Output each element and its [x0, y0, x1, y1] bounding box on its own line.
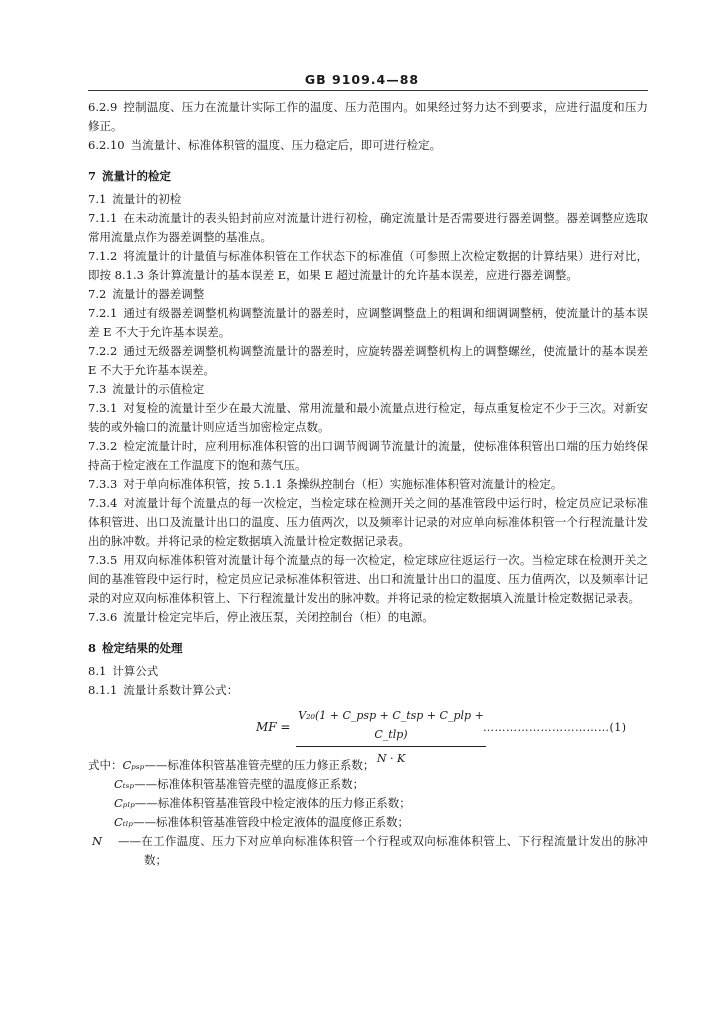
symbol-definitions	[88, 756, 648, 870]
clause-text: 用双向标准体积管对流量计每个流量点的每一次检定，检定球应往返运行一次。当检定球在检测开关之间的基准管段中运行时，检定员应记录标准体积管进、出口和流量计出口的温度、压力值两次，以及频率计记录的对应双向标准体积管上、下行程流量计发出的脉冲数。并将记录的检定数据填入流量计检定数据记录表。	[88, 553, 648, 605]
clause-7-1-1	[88, 209, 648, 247]
clause-text: 对于单向标准体积管，按 5.1.1 条操纵控制台（柜）实施标准体积管对流量计的检定。	[123, 477, 563, 491]
subsection-number: 7.2	[88, 287, 107, 301]
definition-row	[88, 794, 648, 813]
subsection-8-1	[88, 662, 648, 681]
definition-text: ——标准体积管基准管段中检定液体的压力修正系数；	[134, 796, 411, 810]
clause-text: 在未动流量计的表头铅封前应对流量计进行初检，确定流量计是否需要进行器差调整。器差调整应选取常用流量点作为器差调整的基准点。	[88, 211, 648, 244]
symbol: Cₚₗₚ	[114, 796, 135, 810]
definition-row	[88, 813, 648, 832]
section-title: 检定结果的处理	[102, 641, 183, 655]
section-number: 7	[88, 169, 97, 183]
formula-number: ……………………………(1)	[483, 721, 627, 734]
clause-text: 对复检的流量计至少在最大流量、常用流量和最小流量点进行检定，每点重复检定不少于三次。对新安装的或外输口的流量计则应适当加密检定点数。	[88, 401, 648, 434]
definition-text: ——在工作温度、压力下对应单向标准体积管一个行程或双向标准体积管上、下行程流量计发出的脉冲数；	[118, 834, 648, 867]
clause-7-3-5	[88, 551, 648, 608]
clause-number: 7.1.2	[88, 249, 118, 263]
clause-7-2-2	[88, 342, 648, 380]
formula-numerator: V₂₀(1 + C_psp + C_tsp + C_plp + C_tlp)	[298, 709, 484, 741]
clause-number: 8.1.1	[88, 683, 118, 697]
clause-number: 6.2.9	[88, 100, 118, 114]
definition-text: ——标准体积管基准管壳壁的温度修正系数；	[134, 777, 365, 791]
clause-7-3-4	[88, 494, 648, 551]
clause-7-3-3	[88, 475, 648, 494]
clause-text: 流量计系数计算公式：	[123, 683, 239, 697]
subsection-number: 8.1	[88, 664, 107, 678]
clause-text: 检定流量计时，应利用标准体积管的出口调节阀调节流量计的流量，使标准体积管出口端的压力始终保持高于检定液在工作温度下的饱和蒸气压。	[88, 439, 648, 472]
clause-7-3-1	[88, 399, 648, 437]
clause-text: 通过无级器差调整机构调整流量计的器差时，应旋转器差调整机构上的调整螺丝，使流量计的基本误差 E 不大于允许基本误差。	[88, 344, 648, 377]
definition-row	[88, 756, 648, 775]
clause-number: 7.1.1	[88, 211, 118, 225]
clause-7-2-1	[88, 304, 648, 342]
clause-number: 7.3.1	[88, 401, 118, 415]
header-rule	[88, 90, 648, 91]
page-header: GB 9109.4—88	[304, 72, 420, 87]
clause-number: 7.2.2	[88, 344, 118, 358]
clause-text: 通过有级器差调整机构调整流量计的器差时，应调整调整盘上的粗调和细调调整柄，使流量计的基本误差 E 不大于允许基本误差。	[88, 306, 648, 339]
definition-row: N ——在工作温度、压力下对应单向标准体积管一个行程或双向标准体积管上、下行程流量计发出的脉冲数；	[92, 834, 648, 867]
clause-number: 7.3.4	[88, 496, 118, 510]
clause-number: 7.3.3	[88, 477, 118, 491]
where-lead: 式中：	[88, 758, 123, 772]
clause-8-1-1	[88, 681, 648, 700]
symbol: Cₚₛₚ	[122, 758, 145, 772]
subsection-title: 流量计的器差调整	[112, 287, 205, 301]
symbol: Cₜₗₚ	[114, 815, 134, 829]
subsection-number: 7.1	[88, 192, 107, 206]
definition-row	[88, 775, 648, 794]
definition-text: ——标准体积管基准管段中检定液体的温度修正系数；	[133, 815, 410, 829]
subsection-number: 7.3	[88, 382, 107, 396]
clause-text: 当流量计、标准体积管的温度、压力稳定后，即可进行检定。	[130, 138, 442, 152]
clause-text: 将流量计的计量值与标准体积管在工作状态下的标准值（可参照上次检定数据的计算结果）进行对比，即按 8.1.3 条计算流量计的基本误差 E，如果 E 超过流量计的允许基本误差，应进行器差调整。	[88, 249, 648, 282]
clause-7-1-2	[88, 247, 648, 285]
clause-6-2-9	[88, 98, 648, 136]
clause-6-2-10	[88, 136, 648, 155]
subsection-7-2	[88, 285, 648, 304]
subsection-7-1	[88, 190, 648, 209]
clause-number: 7.2.1	[88, 306, 118, 320]
clause-7-3-2	[88, 437, 648, 475]
clause-text: 控制温度、压力在流量计实际工作的温度、压力范围内。如果经过努力达不到要求，应进行温度和压力修正。	[88, 100, 648, 133]
section-heading-7	[88, 167, 648, 186]
document-body	[88, 98, 648, 870]
clause-text: 流量计检定完毕后，停止液压泵，关闭控制台（柜）的电源。	[123, 610, 434, 624]
formula-denominator: N · K	[376, 752, 406, 765]
clause-number: 7.3.5	[88, 553, 118, 567]
formula-lhs: MF =	[256, 720, 291, 734]
subsection-7-3	[88, 380, 648, 399]
section-number: 8	[88, 641, 97, 655]
section-title: 流量计的检定	[102, 169, 172, 183]
clause-number: 7.3.6	[88, 610, 118, 624]
subsection-title: 计算公式	[112, 664, 159, 678]
subsection-title: 流量计的初检	[112, 192, 182, 206]
section-heading-8	[88, 639, 648, 658]
subsection-title: 流量计的示值检定	[112, 382, 205, 396]
clause-7-3-6	[88, 608, 648, 627]
definition-text: ——标准体积管基准管壳壁的压力修正系数；	[144, 758, 375, 772]
clause-number: 6.2.10	[88, 138, 125, 152]
symbol: Cₜₛₚ	[114, 777, 135, 791]
clause-text: 对流量计每个流量点的每一次检定，当检定球在检测开关之间的基准管段中运行时，检定员应记录标准体积管进、出口及流量计出口的温度、压力值两次，以及频率计记录的对应单向标准体积管一个行程流量计发出的脉冲数。并将记录的检定数据填入流量计检定数据记录表。	[88, 496, 648, 548]
clause-number: 7.3.2	[88, 439, 118, 453]
